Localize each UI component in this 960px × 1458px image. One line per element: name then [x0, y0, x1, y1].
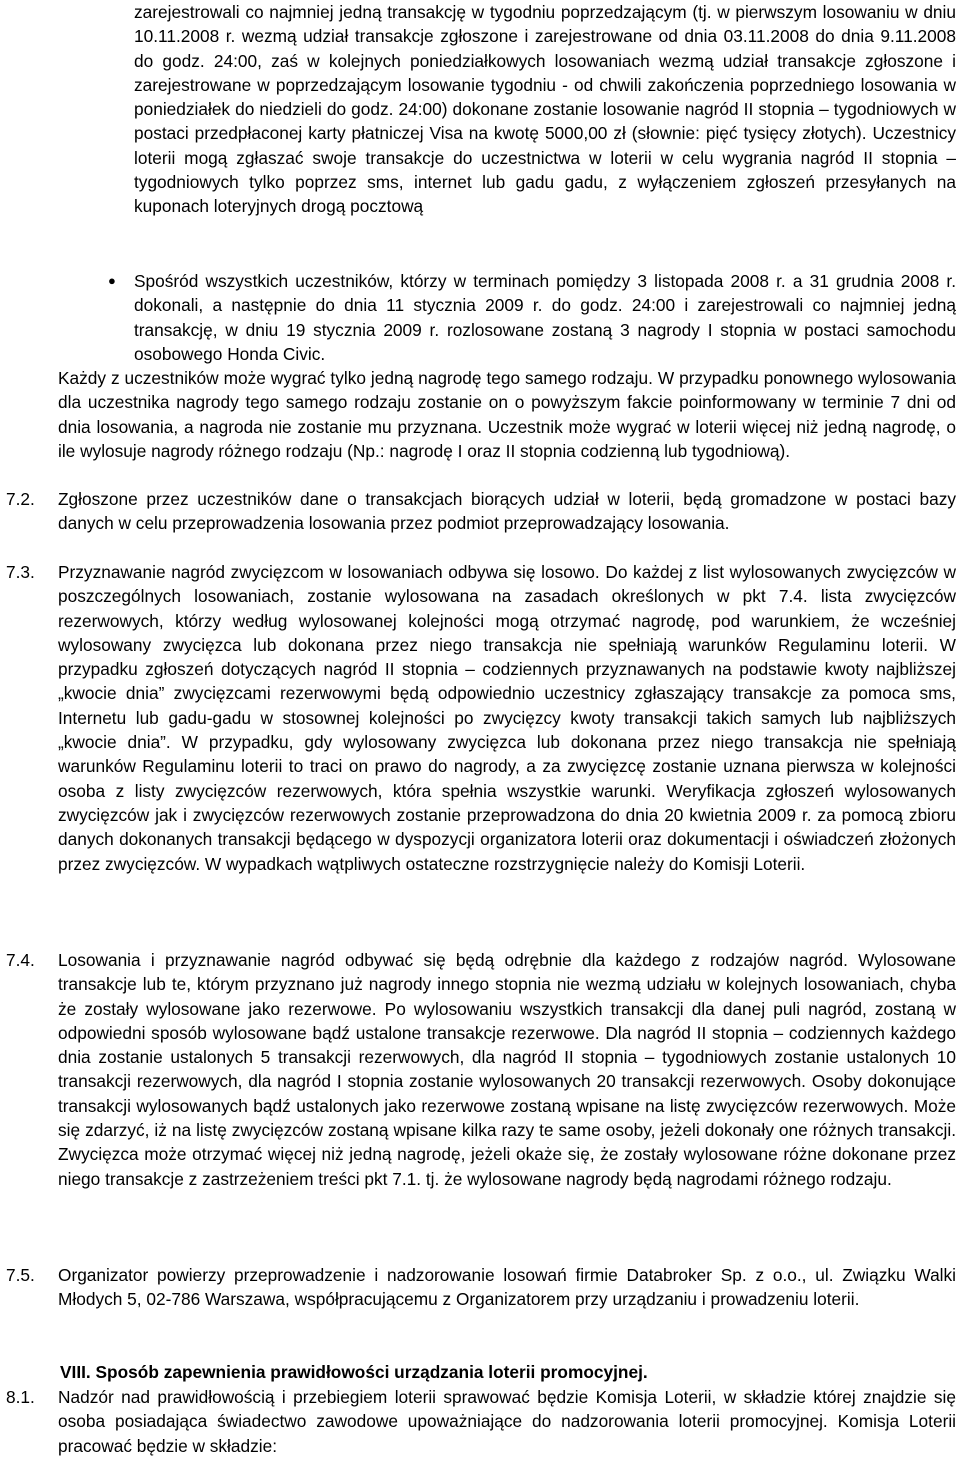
paragraph-unnumbered-text: Każdy z uczestników może wygrać tylko jedną nagrodę tego samego rodzaju. W przypadku ponownego wylosowania dla uczestnika nagrody tego samego rodzaju zostanie on o powyższym fakcie poinformowany w terminie 7 dni od dnia losowania, a nagroda nie zostanie mu przyznana. Uczestnik może wygrać w loterii więcej niż jedną nagrodę, o ile wylosuje nagrody różnego rodzaju (Np.: nagrodę I oraz II stopnia codzienną lub tygodniową). — [58, 368, 956, 461]
section-7-3 — [0, 560, 960, 876]
section-number: 7.5. — [6, 1265, 35, 1285]
section-number: 7.4. — [6, 950, 35, 970]
section-text: Nadzór nad prawidłowością i przebiegiem loterii sprawować będzie Komisja Loterii, w składzie której znajdzie się osoba posiadająca świadectwo zawodowe upoważniające do nadzorowania loterii promocyjnej. Komisja Loterii pracować będzie w składzie: — [58, 1387, 956, 1456]
section-number: 7.3. — [6, 562, 35, 582]
section-number: 8.1. — [6, 1387, 35, 1407]
section-text: Przyznawanie nagród zwycięzcom w losowaniach odbywa się losowo. Do każdej z list wylosowanych zwycięzców w poszczególnych losowaniach, zostanie wylosowana na zasadach określonych w pkt 7.4. lista zwycięzców rezerwowych, którzy według wylosowanej kolejności mogą otrzymać nagrodę, pod warunkiem, że wcześniej wylosowany zwycięzca lub dokonana przez niego transakcja nie spełniają warunków Regulaminu loterii. W przypadku zgłoszeń dotyczących nagród II stopnia – codziennych przyznawanych na podstawie kwoty najbliższej „kwocie dnia” zwycięzcami rezerwowymi będą odpowiednio uczestnicy zgłaszający transakcje za pomoca sms, Internetu lub gadu-gadu w stosownej kolejności po zwycięzcy kwoty transakcji takich samych lub najbliższych „kwocie dnia”. W przypadku, gdy wylosowany zwycięzca lub dokonana przez niego transakcja nie spełniają warunków Regulaminu loterii to traci on prawo do nagrody, a za zwycięzcę zostanie uznana pierwsza w kolejności osoba z listy zwycięzców rezerwowych, która spełnia wszystkie warunki. Weryfikacja zgłoszeń wylosowanych zwycięzców jak i zwycięzców rezerwowych zostanie przeprowadzona do dnia 20 kwietnia 2009 r. za pomocą zbioru danych dokonanych transakcji będącego w dyspozycji organizatora loterii oraz dokumentacji i oświadczeń złożonych przez zwycięzców. W wypadkach wątpliwych ostateczne rozstrzygnięcie należy do Komisji Loterii. — [58, 562, 956, 874]
section-7-2 — [0, 487, 960, 536]
section-text: Zgłoszone przez uczestników dane o transakcjach biorących udział w loterii, będą gromadzone w postaci bazy danych w celu przeprowadzenia losowania przez podmiot przeprowadzający losowania. — [58, 489, 956, 534]
intro-continuation — [0, 0, 960, 219]
section-text: Losowania i przyznawanie nagród odbywać się będą odrębnie dla każdego z rodzajów nagród. Wylosowane transakcje lub te, którym przyznano już nagrody innego stopnia nie wezmą udziału w kolejnych losowaniach, chyba że zostały wylosowane jako rezerwowe. Po wylosowaniu wszystkich transakcji dla danej puli nagród, zostaną w odpowiedni sposób wylosowane bądź ustalone transakcje rezerwowe. Dla nagród II stopnia – codziennych każdego dnia zostanie ustalonych 5 transakcji rezerwowych, dla nagród II stopnia – tygodniowych zostanie ustalonych 10 transakcji rezerwowych, dla nagród I stopnia zostanie wylosowanych 20 transakcji rezerwowych. Osoby dokonujące transakcji wylosowanych bądź ustalonych jako rezerwowe zostaną wpisane na listę zwycięzców rezerwowych. Może się zdarzyć, iż na listę zwycięzców zostaną wpisane kilka razy te same osoby, jeżeli dokonały one różnych transakcji. Zwycięzca może otrzymać więcej niż jedną nagrodę, jeżeli okaże się, że zostały wylosowane różne dokonane przez niego transakcje z zastrzeżeniem treści pkt 7.1. tj. że wylosowane nagrody będą nagrodami różnego rodzaju. — [58, 950, 956, 1189]
section-8-1 — [0, 1385, 960, 1458]
chapter-heading-text: VIII. Sposób zapewnienia prawidłowości urządzania loterii promocyjnej. — [60, 1362, 648, 1382]
section-7-4 — [0, 948, 960, 1191]
bullet-item — [0, 269, 960, 366]
chapter-heading — [0, 1360, 960, 1384]
intro-continuation-text: zarejestrowali co najmniej jedną transakcję w tygodniu poprzedzającym (tj. w pierwszym losowaniu w dniu 10.11.2008 r. wezmą udział transakcje zgłoszone i zarejestrowane od dnia 03.11.2008 do dnia 9.11.2008 do godz. 24:00, zaś w kolejnych poniedziałkowych losowaniach wezmą udział transakcje zgłoszone i zarejestrowane w poprzedzającym losowanie tygodniu - od chwili zakończenia poprzedniego losowania w poniedziałek do niedzieli do godz. 24:00) dokonane zostanie losowanie nagród II stopnia – tygodniowych w postaci przedpłaconej karty płatniczej Visa na kwotę 5000,00 zł (słownie: pięć tysięcy złotych). Uczestnicy loterii mogą zgłaszać swoje transakcje do uczestnictwa w loterii w celu wygrania nagród II stopnia – tygodniowych tylko poprzez sms, internet lub gadu gadu, z wyłączeniem zgłoszeń przesyłanych na kuponach loteryjnych drogą pocztową — [134, 2, 956, 217]
section-text: Organizator powierzy przeprowadzenie i nadzorowanie losowań firmie Databroker Sp. z o.o., ul. Związku Walki Młodych 5, 02-786 Warszawa, współpracującemu z Organizatorem przy urządzaniu i prowadzeniu loterii. — [58, 1265, 956, 1310]
section-7-5 — [0, 1263, 960, 1312]
paragraph-unnumbered — [0, 366, 960, 463]
bullet-icon: ● — [108, 273, 116, 288]
bullet-item-text: Spośród wszystkich uczestników, którzy w terminach pomiędzy 3 listopada 2008 r. a 31 grudnia 2008 r. dokonali, a następnie do dnia 11 stycznia 2009 r. do godz. 24:00 i zarejestrowali co najmniej jedną transakcję, w dniu 19 stycznia 2009 r. rozlosowane zostaną 3 nagrody I stopnia w postaci samochodu osobowego Honda Civic. — [134, 271, 956, 364]
section-number: 7.2. — [6, 489, 35, 509]
